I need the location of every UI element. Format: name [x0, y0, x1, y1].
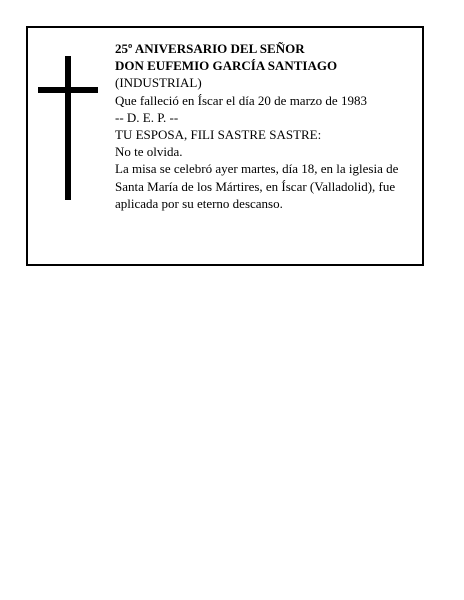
cross-vertical-bar — [65, 56, 71, 200]
cross-horizontal-bar — [38, 87, 98, 93]
mass-text-line-1: La misa se celebró ayer martes, día 18, en la iglesia de — [115, 161, 399, 177]
mass-text-line-3: aplicada por su eterno descanso. — [115, 195, 283, 211]
mass-text-line-2: Santa María de los Mártires, en Íscar (Valladolid), fue — [115, 178, 396, 194]
heading-name: DON EUFEMIO GARCÍA SANTIAGO — [115, 58, 338, 74]
occupation-text: (INDUSTRIAL) — [115, 75, 202, 91]
notice-text — [115, 40, 415, 212]
wife-text: TU ESPOSA, FILI SASTRE SASTRE: — [115, 127, 322, 143]
remember-text: No te olvida. — [115, 144, 183, 160]
cross-icon — [38, 56, 98, 200]
dep-text: -- D. E. P. -- — [115, 109, 179, 125]
heading-anniversary: 25º ANIVERSARIO DEL SEÑOR — [115, 41, 305, 56]
death-date-text: Que falleció en Íscar el día 20 de marzo de 1983 — [115, 92, 367, 108]
obituary-notice — [26, 26, 424, 266]
